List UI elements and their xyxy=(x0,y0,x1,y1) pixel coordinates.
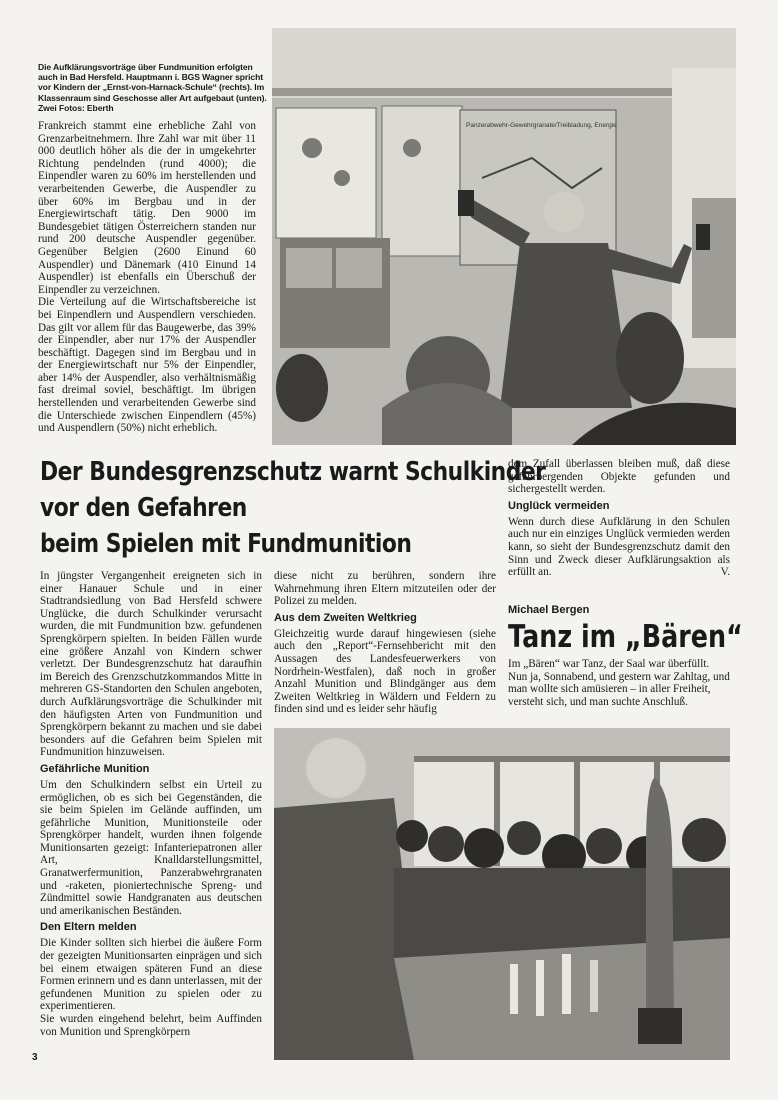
col1-paragraph-2: Um den Schulkindern selbst ein Urteil zu ermöglichen, ob es sich bei Gegenständen, die sie beim Spielen im Gelände auffinden, um gefährliche Munition, Munitionsteile oder Sprengkörper handelt, wurden ihnen folgende Munitionsarten gezeigt: Infanteriepatronen aller Art, Knalldarstellungsmittel, Granatwerfermunition, Panzerabwehrgranaten und -raketen, pioniertechnische Spreng- und Zündmittel sowie Handgranaten aus deutschen und amerikanischen Beständen. xyxy=(40,778,262,917)
intro-paragraph-1: Frankreich stammt eine erhebliche Zahl von Grenzarbeitnehmern. Ihre Zahl war mit über 11 000 deutlich höher als die der in umgekehrter Richtung pendelnden (rund 4000); die Einpendler waren zu 60% im herstellenden und verarbeitenden Gewerbe, die Auspendler zu über 60% im Bergbau und in der Energiewirtschaft tätig. Den 9000 im Bundesgebiet tätigen Österreichern standen nur rund 200 deutsche Auspendler gegenüber. Gegenüber Belgien (2600 Einund 60 Auspendler) und Dänemark (410 Einund 14 Auspendler) ist ebenfalls ein Überschuß der Einpendler zu verzeichnen. xyxy=(38,120,256,296)
column-2 xyxy=(274,570,496,716)
page-number: 3 xyxy=(32,1052,38,1063)
headline-line-3: beim Spielen mit Fundmunition xyxy=(40,529,412,559)
headline-line-2: vor den Gefahren xyxy=(40,493,247,523)
col1-paragraph-3: Die Kinder sollten sich hierbei die äußere Form der gezeigten Munitionsarten einprägen und sich bei einem etwaigen späteren Fund an diese Formen erinnern und es dann unterlassen, mit der gefundenen Munition zu spielen oder zu experimentieren. xyxy=(40,937,262,1013)
col3-subhead-1: Unglück vermeiden xyxy=(508,499,610,512)
headline-line-1: Der Bundesgrenzschutz warnt Schulkinder xyxy=(40,457,546,487)
sidebar-byline: Michael Bergen xyxy=(508,604,590,616)
col1-paragraph-4: Sie wurden eingehend belehrt, beim Auffinden von Munition und Sprengkörpern xyxy=(40,1013,262,1038)
col3-paragraph-2-text: Wenn durch diese Aufklärung in den Schulen auch nur ein einziges Unglück vermieden werden kann, so sieht der Bundesgrenzschutz damit den Sinn und Zweck dieser Aufklärungsaktion als erfüllt an. xyxy=(508,515,730,579)
col1-subhead-2: Den Eltern melden xyxy=(40,921,137,934)
col1-subhead-1: Gefährliche Munition xyxy=(40,762,150,775)
col3-paragraph-1: dem Zufall überlassen bleiben muß, daß diese gefahrbergenden Objekte gefunden und sichergestellt werden. xyxy=(508,458,730,496)
signature: V. xyxy=(720,566,730,579)
sidebar-title: Tanz im „Bären“ xyxy=(508,619,743,655)
sidebar-text: Im „Bären“ war Tanz, der Saal war überfüllt. Nun ja, Sonnabend, und gestern war Zahltag, und man wollte sich amüsieren – in aller Freiheit, versteht sich, und man suchte Anschluß. xyxy=(508,658,730,708)
col1-paragraph-1: In jüngster Vergangenheit ereigneten sich in einer Hanauer Schule und in einer Stadtrandsiedlung von Bad Hersfeld schwere Unglücke, die durch Schulkinder verursacht wurden, die mit Fundmunition bzw. gefundenen Sprengkörpern spielten. In beiden Fällen wurde eine größere Anzahl von Kindern schwer verletzt. Der Bundesgrenzschutz hat daraufhin im Bereich des Grenzschutzkommandos Mitte in mehreren GS-Standorten den Schulen angeboten, durch Aufklärungsvorträge die Schulkinder mit den häufigsten Arten von Fundmunition und Sprengkörpern bekannt zu machen und sie dabei besonders auf die Gefahren beim Spielen mit Fundmunition hinzuweisen. xyxy=(40,570,262,759)
col2-paragraph-1: diese nicht zu berühren, sondern ihre Wahrnehmung ihren Eltern mitzuteilen oder der Polizei zu melden. xyxy=(274,570,496,608)
intro-column xyxy=(38,120,256,435)
poster-label: Panzerabwehr-Gewehrgranate/Treibladung, Energie xyxy=(466,122,617,129)
column-1 xyxy=(40,570,262,1038)
intro-paragraph-2: Die Verteilung auf die Wirtschaftsbereiche ist bei Einpendlern und Auspendlern verschieden. Das gilt vor allem für das Baugewerbe, das 39% der Einpendler, aber nur 17% der Auspendler beschäftigt. Dagegen sind im Bergbau und in der Energiewirtschaft nur 5% der Einpendler, aber 14% der Auspendler, also verhältnismäßig fast dreimal soviel, beschäftigt. Im übrigen herstellenden und verarbeitenden Gewerbe sind die Unterschiede zwischen Einpendlern (45%) und Auspendlern (50%) nicht erheblich. xyxy=(38,296,256,435)
photo-classroom xyxy=(274,728,730,1060)
column-3 xyxy=(508,458,730,579)
photo-caption: Die Aufklärungsvorträge über Fundmunition erfolgten auch in Bad Hersfeld. Hauptmann i. BGS Wagner spricht vor Kindern der „Ernst-von-Harnack-Schule“ (rechts). Im Klassenraum sind Geschosse aller Art aufgebaut (unten). Zwei Fotos: Eberth xyxy=(38,62,267,113)
col3-paragraph-2 xyxy=(508,516,730,579)
col2-paragraph-2: Gleichzeitig wurde darauf hingewiesen (siehe auch den „Report“-Fernsehbericht mit den Aussagen des Landesfeuerwerkers von Nordrhein-Westfalen), daß noch in großer Anzahl Munition und Blindgänger aus dem Zweiten Weltkrieg in Wäldern und Feldern zu finden sind und es leider sehr häufig xyxy=(274,627,496,716)
photo-lecture xyxy=(272,28,736,445)
col2-subhead-1: Aus dem Zweiten Weltkrieg xyxy=(274,611,417,624)
